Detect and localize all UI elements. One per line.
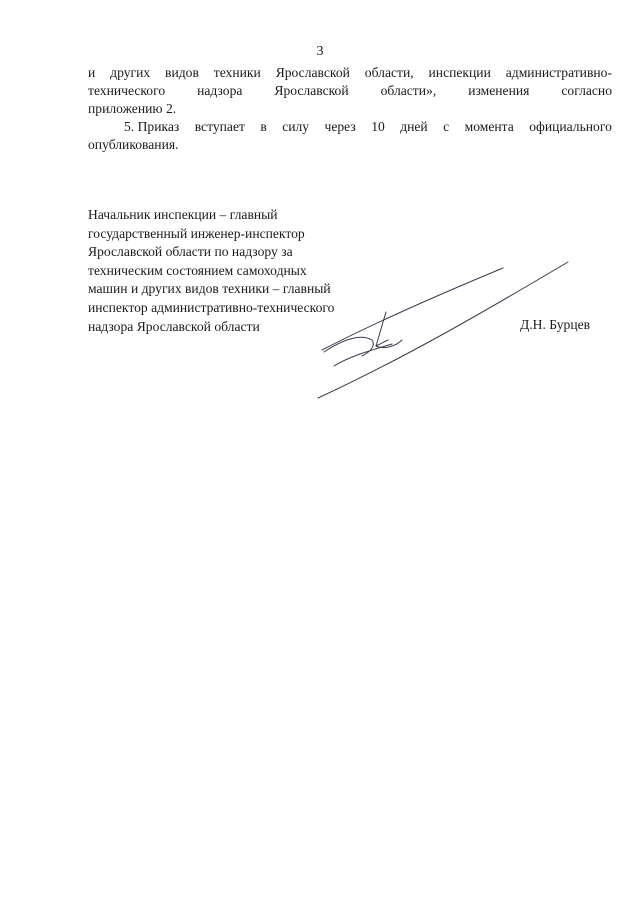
paragraph-continuation-last-line: приложению 2.	[88, 101, 177, 116]
word: через	[324, 119, 356, 134]
word: других	[110, 65, 151, 80]
word: в	[260, 119, 267, 134]
word: официального	[529, 119, 612, 134]
word: видов	[165, 65, 199, 80]
paragraph-continuation-line-2	[88, 82, 612, 100]
paragraph-continuation-line-1	[88, 64, 612, 82]
word: технического	[88, 83, 166, 98]
word: с	[443, 119, 450, 134]
signatory-title-line: машин и других видов техники – главный	[88, 281, 331, 297]
word: надзора	[197, 83, 243, 98]
paragraph-5-line-1	[88, 118, 612, 136]
word: вступает	[194, 119, 245, 134]
signatory-title	[88, 206, 408, 336]
signatory-title-line: государственный инженер-инспектор	[88, 225, 305, 241]
word: дней	[400, 119, 428, 134]
word: области,	[364, 65, 414, 80]
signatory-title-line: инспектор административно-технического	[88, 299, 335, 315]
signatory-title-line: Ярославской области по надзору за	[88, 244, 293, 260]
page-number: 3	[316, 44, 324, 59]
word: Ярославской	[275, 65, 350, 80]
word: инспекции	[428, 65, 491, 80]
word: изменения	[468, 83, 530, 98]
word: 5. Приказ	[124, 119, 180, 134]
signer-name: Д.Н. Бурцев	[520, 317, 591, 332]
word: техники	[213, 65, 261, 80]
signatory-title-line: надзора Ярославской области	[88, 318, 260, 334]
word: 10	[371, 119, 385, 134]
word: Ярославской	[274, 83, 349, 98]
signatory-title-line: техническим состоянием самоходных	[88, 262, 307, 278]
signatory-title-line: Начальник инспекции – главный	[88, 207, 278, 222]
document-body	[88, 64, 612, 154]
paragraph-5-last-line: опубликования.	[88, 137, 179, 152]
word: области»,	[380, 83, 437, 98]
word: момента	[464, 119, 514, 134]
word: и	[88, 65, 96, 80]
word: согласно	[561, 83, 612, 98]
word: административно-	[505, 65, 612, 80]
word: силу	[282, 119, 310, 134]
